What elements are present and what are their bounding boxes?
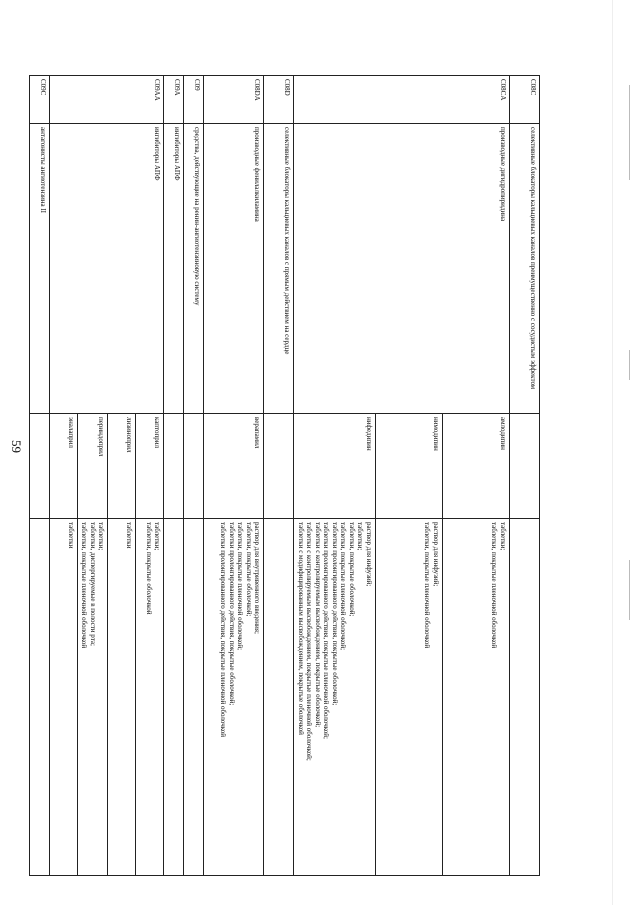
dosage-form-line: таблетки: [125, 522, 134, 549]
page-edge-line: [612, 0, 613, 905]
dosage-forms-cell: [136, 519, 164, 876]
dosage-form-line: таблетки, покрытые оболочкой;: [347, 522, 356, 617]
dosage-form-line: таблетки пролонгированного действия, покрытые пленочной оболочкой;: [322, 522, 331, 739]
drug-classification-table: [29, 75, 540, 876]
dosage-forms-cell: [264, 519, 294, 876]
dosage-form-line: таблетки с контролируемым высвобождением, покрытые пленочной оболочкой;: [305, 522, 314, 761]
atc-code-cell: C09C: [29, 76, 49, 124]
dosage-form-line: таблетки, покрытые пленочной оболочкой: [80, 522, 89, 649]
scan-artifact: [629, 350, 630, 380]
table-row: [164, 76, 184, 876]
dosage-forms-cell: [294, 519, 376, 876]
atc-code-cell: C08DA: [204, 76, 264, 124]
dosage-form-line: раствор для внутривенного введения;: [253, 522, 262, 634]
dosage-form-line: таблетки, покрытые пленочной оболочкой;: [339, 522, 348, 651]
dosage-form-line: таблетки с модифицированным высвобождением, покрытые оболочкой: [296, 522, 305, 735]
dosage-form-line: таблетки;: [97, 522, 106, 551]
dosage-forms-cell: [108, 519, 136, 876]
dosage-forms-cell: [29, 519, 49, 876]
table-body: [29, 76, 539, 876]
table-row: [184, 76, 204, 876]
dosage-form-line: таблетки, покрытые оболочкой;: [244, 522, 253, 617]
group-name-cell: селективные блокаторы кальциевых каналов с прямым действием на сердце: [264, 124, 294, 414]
dosage-forms-cell: [184, 519, 204, 876]
dosage-forms-cell: [510, 519, 540, 876]
atc-code-cell: C08CA: [294, 76, 510, 124]
group-name-cell: ингибиторы АПФ: [164, 124, 184, 414]
rotated-page-content: [38, 75, 540, 875]
dosage-form-line: таблетки;: [356, 522, 365, 551]
table-row: [510, 76, 540, 876]
drug-name-cell: амлодипин: [443, 414, 510, 519]
dosage-form-line: таблетки, диспергируемые в полости рта;: [88, 522, 97, 646]
dosage-forms-cell: [164, 519, 184, 876]
drug-name-cell: каптоприл: [136, 414, 164, 519]
atc-code-cell: C08C: [510, 76, 540, 124]
atc-code-cell: C09A: [164, 76, 184, 124]
drug-name-cell: [264, 414, 294, 519]
dosage-form-line: раствор для инфузий;: [365, 522, 373, 587]
dosage-form-line: таблетки пролонгированного действия, покрытые оболочкой;: [227, 522, 236, 706]
table-row: [29, 76, 49, 876]
dosage-form-line: таблетки;: [499, 522, 507, 551]
drug-name-cell: верапамил: [204, 414, 264, 519]
atc-code-cell: C09: [184, 76, 204, 124]
dosage-form-line: таблетки, покрытые пленочной оболочкой: [490, 522, 499, 649]
drug-name-cell: лизиноприл: [108, 414, 136, 519]
drug-name-cell: нимодипин: [376, 414, 443, 519]
group-name-cell: селективные блокаторы кальциевых каналов преимущественно с сосудистым эффектом: [510, 124, 540, 414]
table-row: [204, 76, 264, 876]
page-number: 59: [9, 440, 24, 453]
table-row: [443, 76, 510, 876]
dosage-forms-cell: [77, 519, 108, 876]
drug-name-cell: нифедипин: [294, 414, 376, 519]
group-name-cell: антагонисты ангиотензина II: [29, 124, 49, 414]
dosage-forms-cell: [443, 519, 510, 876]
dosage-form-line: таблетки, покрытые оболочкой: [144, 522, 153, 615]
drug-name-cell: [510, 414, 540, 519]
drug-name-cell: [184, 414, 204, 519]
dosage-forms-cell: [49, 519, 77, 876]
drug-name-cell: [164, 414, 184, 519]
group-name-cell: производные дигидропиридина: [294, 124, 510, 414]
drug-name-cell: эналаприл: [49, 414, 77, 519]
table-row: [136, 76, 164, 876]
dosage-forms-cell: [204, 519, 264, 876]
group-name-cell: средства, действующие на ренин-ангиотензиновую систему: [184, 124, 204, 414]
dosage-forms-cell: [376, 519, 443, 876]
group-name-cell: производные фенилалкиламина: [204, 124, 264, 414]
drug-name-cell: [29, 414, 49, 519]
dosage-form-line: таблетки пролонгированного действия, покрытые оболочкой;: [330, 522, 339, 706]
scan-artifact: [629, 85, 630, 180]
scan-artifact: [629, 560, 630, 620]
dosage-form-line: таблетки;: [153, 522, 162, 551]
dosage-form-line: таблетки, покрытые пленочной оболочкой;: [236, 522, 245, 651]
dosage-form-line: таблетки с контролируемым высвобождением, покрытые оболочкой;: [313, 522, 322, 728]
group-name-cell: ингибиторы АПФ: [49, 124, 164, 414]
table-row: [264, 76, 294, 876]
dosage-form-line: раствор для инфузий;: [432, 522, 440, 587]
drug-name-cell: периндоприл: [77, 414, 108, 519]
dosage-form-line: таблетки: [66, 522, 75, 549]
dosage-form-line: таблетки пролонгированного действия, покрытые пленочной оболочкой: [219, 522, 228, 738]
atc-code-cell: C08D: [264, 76, 294, 124]
atc-code-cell: C09AA: [49, 76, 164, 124]
dosage-form-line: таблетки, покрытые пленочной оболочкой: [423, 522, 432, 649]
